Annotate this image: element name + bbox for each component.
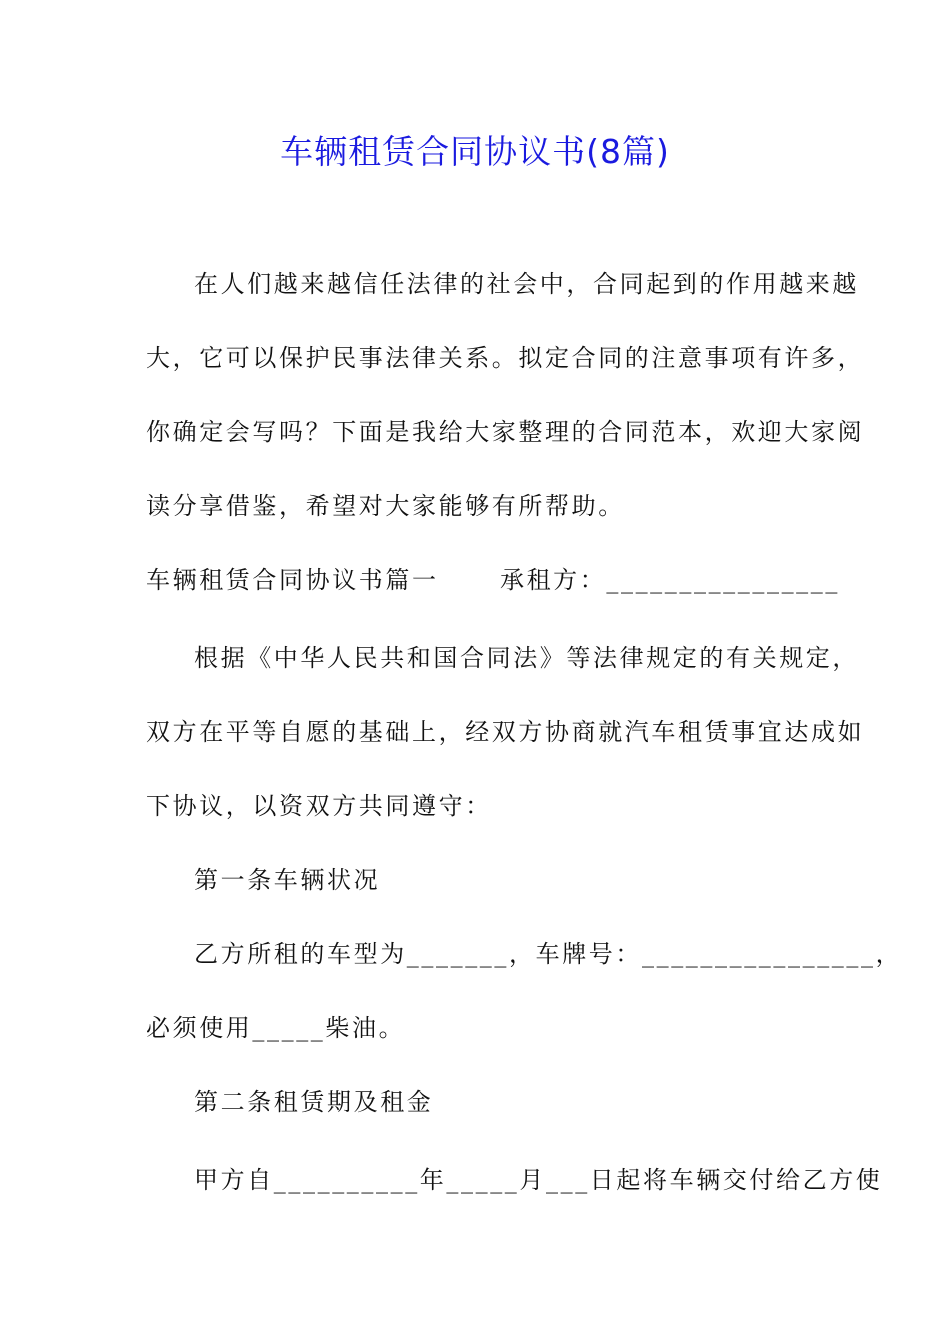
paragraph-line: 读分享借鉴，希望对大家能够有所帮助。 [146,492,625,520]
paragraph-line: 乙方所租的车型为_______，车牌号：________________， [194,940,903,968]
clause-heading: 第二条租赁期及租金 [194,1088,434,1116]
clause-heading: 第一条车辆状况 [194,866,381,894]
paragraph-line: 双方在平等自愿的基础上，经双方协商就汽车租赁事宜达成如 [146,718,865,746]
paragraph-line: 在人们越来越信任法律的社会中，合同起到的作用越来越 [194,270,859,298]
paragraph-line: 必须使用_____柴油。 [146,1014,406,1042]
paragraph-line: 根据《中华人民共和国合同法》等法律规定的有关规定， [194,644,859,672]
paragraph-line: 大，它可以保护民事法律关系。拟定合同的注意事项有许多， [146,344,865,372]
document-title: 车辆租赁合同协议书(8篇) [280,132,670,171]
section-heading-line: 车辆租赁合同协议书篇一 承租方：________________ [146,566,840,594]
paragraph-line: 你确定会写吗？下面是我给大家整理的合同范本，欢迎大家阅 [146,418,865,446]
paragraph-line: 下协议，以资双方共同遵守： [146,792,492,820]
paragraph-line: 甲方自__________年_____月___日起将车辆交付给乙方使 [194,1166,883,1194]
